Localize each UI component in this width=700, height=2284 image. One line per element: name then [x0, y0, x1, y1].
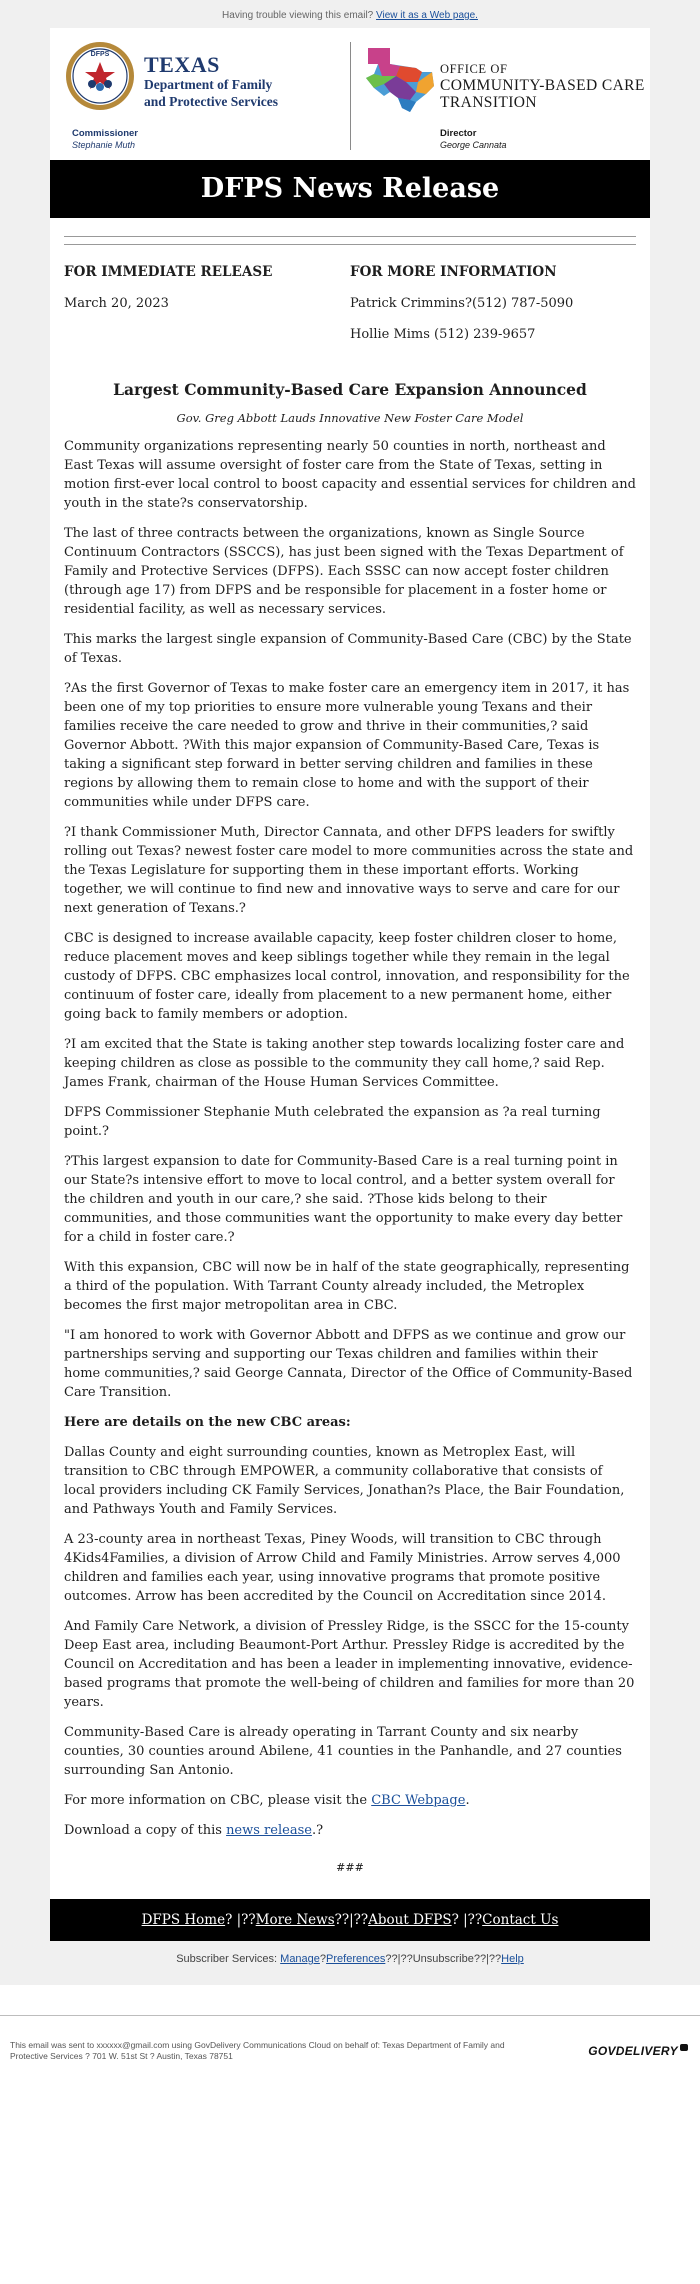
header-divider: [350, 42, 351, 150]
paragraph: ?As the first Governor of Texas to make foster care an emergency item in 2017, it has been one of my top priorities to ensure more vulnerable young Texans and their families receive the care needed to grow and thrive in their communities,? said Governor Abbott. ?With this major expansion of Community-Based Care, Texas is taking a significant step forward in better serving children and families in these regions by allowing them to remain close to home and with the support of their communities while under DFPS care.: [64, 681, 630, 810]
paragraph: ?I thank Commissioner Muth, Director Cannata, and other DFPS leaders for swiftly rolling out Texas? newest foster care model to more communities across the state and the Texas Legislature for supporting them in these important efforts. Working together, we will continue to find new and innovative ways to serve and care for our next generation of Texans.?: [64, 825, 634, 916]
email-trouble-bar: [0, 0, 700, 28]
footer-nav: [50, 1899, 650, 1941]
headline: Largest Community-Based Care Expansion Announced: [113, 380, 587, 399]
commissioner-block: [72, 128, 138, 151]
govdelivery-brand: GOVDELIVERY: [588, 2044, 678, 2058]
more-info-line: [64, 1791, 636, 1810]
paragraph: This marks the largest single expansion of Community-Based Care (CBC) by the State of Texas.: [64, 632, 632, 666]
legal-text: This email was sent to xxxxxx@gmail.com using GovDelivery Communications Cloud on behalf of: Texas Department of Family and Protective Services ? 701 W. 51st St ? Austin, Texas 78751: [10, 2040, 505, 2061]
more-info-prefix: For more information on CBC, please visit the: [64, 1793, 372, 1808]
download-prefix: Download a copy of this: [64, 1823, 227, 1838]
ocbct-logo: [360, 40, 645, 155]
detail-paragraph: And Family Care Network, a division of Pressley Ridge, is the SSCC for the 15-county Deep East area, including Beaumont-Port Arthur. Pressley Ridge is accredited by the Council on Accreditation and has been a leader in implementing innovative, evidence-based programs that promote the well-being of children and families for more than 20 years.: [64, 1619, 635, 1710]
subscriber-sep: ??|??Unsubscribe??|??: [385, 1953, 502, 1965]
release-column: [64, 263, 350, 356]
view-web-page-link[interactable]: View it as a Web page.: [376, 10, 478, 21]
texas-map-icon: [360, 42, 438, 114]
rule-line: [64, 236, 636, 237]
email-card: [50, 28, 650, 1941]
dfps-seal-icon: [64, 40, 136, 112]
double-rule: [50, 218, 650, 245]
contact-2: Hollie Mims (512) 239-9657: [350, 327, 536, 342]
preferences-link[interactable]: Preferences: [326, 1953, 386, 1965]
subscriber-label: Subscriber Services:: [176, 1953, 278, 1965]
contact-column: [350, 263, 636, 356]
contact-us-link[interactable]: Contact Us: [482, 1912, 559, 1928]
ocbct-title-block: [440, 62, 645, 111]
paragraph: "I am honored to work with Governor Abbott and DFPS as we continue and grow our partnerships serving and supporting our Texas children and families within their home communities,? said George Cannata, Director of the Office of Community-Based Care Transition.: [64, 1328, 633, 1400]
nav-separator: ??|??: [334, 1912, 369, 1928]
subscriber-services: [0, 1941, 700, 1985]
nav-separator: ? |??: [451, 1912, 483, 1928]
commissioner-name: Stephanie Muth: [72, 140, 136, 150]
dfps-subtitle-line1: Department of Family: [144, 77, 273, 92]
nav-separator: ? |??: [225, 1912, 256, 1928]
govdelivery-logo: [588, 2044, 688, 2058]
download-line: [64, 1821, 636, 1840]
dfps-home-link[interactable]: DFPS Home: [141, 1912, 226, 1928]
subheadline: Gov. Greg Abbott Lauds Innovative New Foster Care Model: [176, 411, 524, 425]
email-header: [50, 28, 650, 160]
subscriber-sep: ?: [319, 1953, 327, 1965]
detail-paragraph: A 23-county area in northeast Texas, Piney Woods, will transition to CBC through 4Kids4Families, a division of Arrow Child and Family Ministries. Arrow serves 4,000 children and families each year, using innovative programs that promote positive outcomes. Arrow has been accredited by the Council on Accreditation since 2014.: [64, 1532, 621, 1604]
trouble-text: Having trouble viewing this email?: [222, 10, 374, 21]
more-info-heading: FOR MORE INFORMATION: [350, 264, 557, 280]
paragraph: ?I am excited that the State is taking another step towards localizing foster care and keeping children as close as possible to the community they call home,? said Rep. James Frank, chairman of the House Human Services Committee.: [64, 1037, 625, 1090]
about-dfps-link[interactable]: About DFPS: [368, 1912, 452, 1928]
detail-paragraph: Dallas County and eight surrounding counties, known as Metroplex East, will transition to CBC through EMPOWER, a community collaborative that consists of local providers including CK Family Services, Jonathan?s Place, the Bair Foundation, and Pathways Youth and Family Services.: [64, 1445, 625, 1517]
contact-1: Patrick Crimmins?(512) 787-5090: [350, 296, 574, 311]
legal-footer: [0, 2015, 700, 2081]
speech-bubble-icon: [680, 2044, 688, 2051]
paragraph: Community organizations representing nearly 50 counties in north, northeast and East Texas will assume oversight of foster care from the State of Texas, setting in motion first-ever local control to boost capacity and essential services for children and youth in the state?s conservatorship.: [64, 439, 636, 511]
seal-text: DFPS: [90, 51, 110, 58]
dfps-subtitle-line2: and Protective Services: [144, 94, 278, 109]
release-content: [50, 263, 650, 1877]
office-line-3: TRANSITION: [440, 94, 537, 111]
end-mark: ###: [336, 1861, 364, 1874]
detail-paragraph: Community-Based Care is already operating in Tarrant County and six nearby counties, 30 counties around Abilene, 41 counties in the Panhandle, and 27 counties surrounding San Antonio.: [64, 1725, 622, 1778]
dfps-logo: [64, 40, 336, 155]
director-name: George Cannata: [440, 140, 507, 150]
rule-line: [64, 244, 636, 245]
office-line-2: COMMUNITY-BASED CARE: [440, 77, 645, 94]
paragraph: With this expansion, CBC will now be in half of the state geographically, representing a third of the population. With Tarrant County already included, the Metroplex becomes the first major metropolitan area in CBC.: [64, 1260, 630, 1313]
download-suffix: .?: [311, 1823, 324, 1838]
office-line-1: OFFICE OF: [440, 62, 508, 76]
immediate-release-heading: FOR IMMEDIATE RELEASE: [64, 264, 273, 280]
release-date: March 20, 2023: [64, 296, 169, 311]
paragraph: CBC is designed to increase available capacity, keep foster children closer to home, reduce placement moves and keep siblings together while they remain in the legal custody of DFPS. CBC emphasizes local control, innovation, and responsibility for the continuum of foster care, ideally from placement to a new permanent home, either going back to family members or adoption.: [64, 931, 630, 1022]
help-link[interactable]: Help: [501, 1953, 524, 1965]
paragraph: DFPS Commissioner Stephanie Muth celebrated the expansion as ?a real turning point.?: [64, 1105, 601, 1139]
director-role: Director: [440, 128, 477, 139]
director-block: [440, 128, 507, 151]
paragraph: The last of three contracts between the organizations, known as Single Source Continuum Contractors (SSCCS), has just been signed with the Texas Department of Family and Protective Services (DFPS). Each SSSC can now accept foster children (through age 17) from DFPS and be responsible for placement in a foster home or residential facility, as well as necessary services.: [64, 526, 624, 617]
dfps-title-block: [144, 54, 278, 110]
commissioner-role: Commissioner: [72, 128, 138, 139]
release-meta: [64, 263, 636, 356]
details-heading: Here are details on the new CBC areas:: [64, 1415, 351, 1430]
cbc-webpage-link[interactable]: CBC Webpage: [371, 1793, 466, 1808]
dfps-title: TEXAS: [144, 52, 220, 77]
news-release-banner: DFPS News Release: [50, 160, 650, 218]
more-info-suffix: .: [465, 1793, 470, 1808]
manage-link[interactable]: Manage: [280, 1953, 320, 1965]
news-release-link[interactable]: news release: [226, 1823, 312, 1838]
paragraph: ?This largest expansion to date for Community-Based Care is a real turning point in our State?s intensive effort to move to local control, and a better system overall for the children and youth in our care,? she said. ?Those kids belong to their communities, and those communities want the opportunity to make every day better for a child in foster care.?: [64, 1154, 623, 1245]
more-news-link[interactable]: More News: [255, 1912, 335, 1928]
